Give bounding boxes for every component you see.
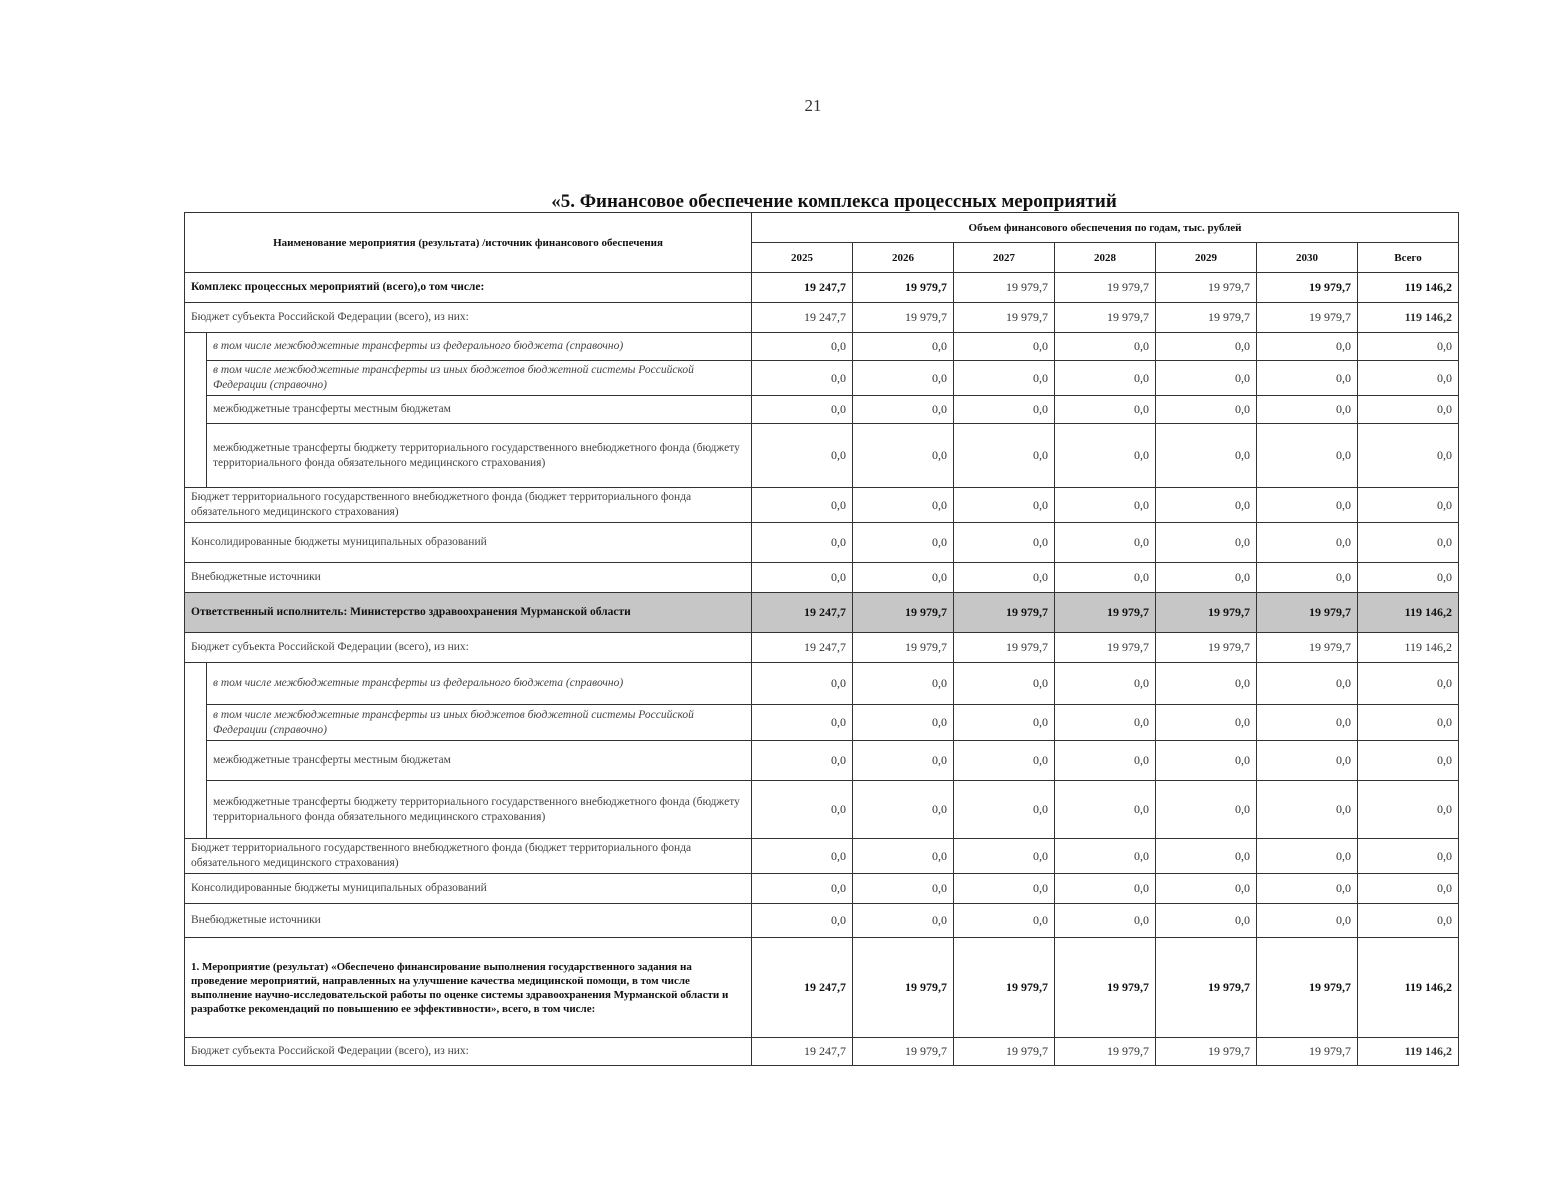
cell-2028: 0,0	[1055, 424, 1156, 488]
cell-total: 0,0	[1358, 741, 1459, 781]
cell-2029: 0,0	[1156, 663, 1257, 705]
row-label: Бюджет территориального государственного внебюджетного фонда (бюджет территориального фонда обязательного медицинского страхования)	[185, 839, 752, 874]
cell-2030: 0,0	[1257, 361, 1358, 396]
cell-2027: 0,0	[954, 781, 1055, 839]
cell-2026: 0,0	[853, 741, 954, 781]
cell-2028: 0,0	[1055, 705, 1156, 741]
table-row	[185, 938, 1459, 1038]
year-header: 2025	[752, 243, 853, 273]
cell-2026: 19 979,7	[853, 273, 954, 303]
row-label: в том числе межбюджетные трансферты из федерального бюджета (справочно)	[207, 663, 752, 705]
page-number: 21	[804, 96, 822, 115]
cell-2025: 0,0	[752, 741, 853, 781]
cell-2029: 0,0	[1156, 563, 1257, 593]
financing-table	[184, 212, 1459, 1066]
cell-2026: 0,0	[853, 705, 954, 741]
cell-2025: 0,0	[752, 563, 853, 593]
cell-2027: 19 979,7	[954, 593, 1055, 633]
total-header: Всего	[1358, 243, 1459, 273]
table-row	[185, 741, 1459, 781]
cell-2030: 0,0	[1257, 333, 1358, 361]
cell-2028: 19 979,7	[1055, 273, 1156, 303]
table-row	[185, 1038, 1459, 1066]
cell-total: 119 146,2	[1358, 1038, 1459, 1066]
cell-total: 119 146,2	[1358, 938, 1459, 1038]
cell-2026: 0,0	[853, 396, 954, 424]
cell-total: 119 146,2	[1358, 633, 1459, 663]
cell-2030: 19 979,7	[1257, 273, 1358, 303]
cell-2026: 19 979,7	[853, 303, 954, 333]
cell-2029: 0,0	[1156, 424, 1257, 488]
cell-2027: 0,0	[954, 663, 1055, 705]
row-label: Внебюджетные источники	[185, 563, 752, 593]
cell-2030: 19 979,7	[1257, 938, 1358, 1038]
cell-2029: 19 979,7	[1156, 1038, 1257, 1066]
table-row	[185, 424, 1459, 488]
year-header: 2027	[954, 243, 1055, 273]
cell-2029: 0,0	[1156, 488, 1257, 523]
cell-2026: 0,0	[853, 839, 954, 874]
row-label: Комплекс процессных мероприятий (всего),о том числе:	[185, 273, 752, 303]
cell-2027: 0,0	[954, 333, 1055, 361]
year-header: 2029	[1156, 243, 1257, 273]
cell-2029: 0,0	[1156, 874, 1257, 904]
cell-2029: 0,0	[1156, 839, 1257, 874]
cell-2029: 0,0	[1156, 904, 1257, 938]
cell-2027: 0,0	[954, 361, 1055, 396]
cell-total: 0,0	[1358, 874, 1459, 904]
cell-2029: 0,0	[1156, 781, 1257, 839]
row-label: межбюджетные трансферты бюджету территориального государственного внебюджетного фонда (бюджету территориального фонда обязательного медицинского страхования)	[207, 781, 752, 839]
cell-2027: 19 979,7	[954, 633, 1055, 663]
row-label: в том числе межбюджетные трансферты из федерального бюджета (справочно)	[207, 333, 752, 361]
cell-2028: 19 979,7	[1055, 633, 1156, 663]
cell-2026: 0,0	[853, 874, 954, 904]
table-row	[185, 563, 1459, 593]
table-row	[185, 874, 1459, 904]
cell-2025: 19 247,7	[752, 303, 853, 333]
cell-total: 0,0	[1358, 781, 1459, 839]
cell-2029: 0,0	[1156, 523, 1257, 563]
indent-spacer	[185, 333, 207, 488]
row-label: Бюджет субъекта Российской Федерации (всего), из них:	[185, 303, 752, 333]
cell-2025: 0,0	[752, 904, 853, 938]
row-label: в том числе межбюджетные трансферты из иных бюджетов бюджетной системы Российской Федерации (справочно)	[207, 361, 752, 396]
cell-2029: 0,0	[1156, 361, 1257, 396]
cell-2027: 0,0	[954, 741, 1055, 781]
cell-2026: 19 979,7	[853, 593, 954, 633]
row-label: Бюджет территориального государственного внебюджетного фонда (бюджет территориального фонда обязательного медицинского страхования)	[185, 488, 752, 523]
cell-2026: 0,0	[853, 361, 954, 396]
cell-2028: 0,0	[1055, 361, 1156, 396]
table-row	[185, 593, 1459, 633]
cell-2027: 0,0	[954, 904, 1055, 938]
volume-group-header: Объем финансового обеспечения по годам, тыс. рублей	[752, 213, 1459, 243]
cell-2028: 0,0	[1055, 741, 1156, 781]
table-row	[185, 633, 1459, 663]
row-label: Бюджет субъекта Российской Федерации (всего), из них:	[185, 1038, 752, 1066]
cell-2029: 19 979,7	[1156, 273, 1257, 303]
cell-2027: 0,0	[954, 705, 1055, 741]
cell-2029: 0,0	[1156, 741, 1257, 781]
table-row	[185, 705, 1459, 741]
cell-2027: 0,0	[954, 488, 1055, 523]
table-row	[185, 904, 1459, 938]
cell-2025: 19 247,7	[752, 1038, 853, 1066]
year-header: 2030	[1257, 243, 1358, 273]
cell-2025: 0,0	[752, 424, 853, 488]
cell-2029: 19 979,7	[1156, 633, 1257, 663]
cell-2025: 19 247,7	[752, 633, 853, 663]
cell-2025: 0,0	[752, 396, 853, 424]
table-row	[185, 333, 1459, 361]
cell-2026: 0,0	[853, 781, 954, 839]
cell-2025: 0,0	[752, 523, 853, 563]
cell-2027: 0,0	[954, 424, 1055, 488]
cell-2028: 0,0	[1055, 488, 1156, 523]
cell-2029: 0,0	[1156, 333, 1257, 361]
cell-total: 0,0	[1358, 361, 1459, 396]
cell-2028: 19 979,7	[1055, 303, 1156, 333]
row-label: Консолидированные бюджеты муниципальных образований	[185, 874, 752, 904]
cell-2029: 19 979,7	[1156, 303, 1257, 333]
cell-total: 119 146,2	[1358, 273, 1459, 303]
row-label: межбюджетные трансферты местным бюджетам	[207, 741, 752, 781]
cell-total: 119 146,2	[1358, 593, 1459, 633]
cell-2026: 0,0	[853, 333, 954, 361]
cell-2028: 19 979,7	[1055, 593, 1156, 633]
cell-2026: 0,0	[853, 563, 954, 593]
cell-2027: 19 979,7	[954, 938, 1055, 1038]
row-label: межбюджетные трансферты местным бюджетам	[207, 396, 752, 424]
cell-2030: 0,0	[1257, 904, 1358, 938]
cell-2029: 0,0	[1156, 705, 1257, 741]
cell-2027: 0,0	[954, 523, 1055, 563]
header-row-top	[185, 213, 1459, 243]
row-label: 1. Мероприятие (результат) «Обеспечено финансирование выполнения государственного задания на проведение мероприятий, направленных на улучшение качества медицинской помощи, в том числе выполнение научно-исследовательской работы по оценке системы здравоохранения Мурманской области и разработке рекомендаций по повышению ее эффективности», всего, в том числе:	[185, 938, 752, 1038]
cell-total: 0,0	[1358, 705, 1459, 741]
cell-2030: 0,0	[1257, 424, 1358, 488]
cell-2030: 0,0	[1257, 741, 1358, 781]
table-row	[185, 361, 1459, 396]
cell-2028: 0,0	[1055, 904, 1156, 938]
cell-total: 0,0	[1358, 663, 1459, 705]
cell-2030: 0,0	[1257, 663, 1358, 705]
name-column-header: Наименование мероприятия (результата) /источник финансового обеспечения	[185, 213, 752, 273]
table-row	[185, 523, 1459, 563]
cell-2027: 19 979,7	[954, 303, 1055, 333]
row-label: Ответственный исполнитель: Министерство здравоохранения Мурманской области	[185, 593, 752, 633]
cell-2030: 19 979,7	[1257, 633, 1358, 663]
cell-2030: 0,0	[1257, 705, 1358, 741]
cell-2025: 19 247,7	[752, 938, 853, 1038]
cell-2028: 19 979,7	[1055, 1038, 1156, 1066]
cell-2030: 19 979,7	[1257, 593, 1358, 633]
cell-2025: 0,0	[752, 333, 853, 361]
cell-total: 0,0	[1358, 424, 1459, 488]
cell-2026: 0,0	[853, 424, 954, 488]
cell-2030: 0,0	[1257, 563, 1358, 593]
cell-2029: 19 979,7	[1156, 938, 1257, 1038]
cell-2029: 19 979,7	[1156, 593, 1257, 633]
year-header: 2026	[853, 243, 954, 273]
cell-2028: 0,0	[1055, 563, 1156, 593]
row-label: Бюджет субъекта Российской Федерации (всего), из них:	[185, 633, 752, 663]
cell-2028: 0,0	[1055, 874, 1156, 904]
year-header: 2028	[1055, 243, 1156, 273]
cell-total: 119 146,2	[1358, 303, 1459, 333]
table-row	[185, 839, 1459, 874]
cell-2028: 0,0	[1055, 333, 1156, 361]
cell-2027: 19 979,7	[954, 273, 1055, 303]
cell-total: 0,0	[1358, 563, 1459, 593]
cell-2030: 0,0	[1257, 523, 1358, 563]
cell-2028: 0,0	[1055, 839, 1156, 874]
cell-2028: 0,0	[1055, 781, 1156, 839]
cell-2025: 0,0	[752, 781, 853, 839]
cell-2025: 0,0	[752, 361, 853, 396]
table-row	[185, 781, 1459, 839]
cell-2026: 0,0	[853, 904, 954, 938]
cell-2030: 19 979,7	[1257, 1038, 1358, 1066]
table-row	[185, 303, 1459, 333]
cell-2025: 0,0	[752, 839, 853, 874]
cell-2025: 0,0	[752, 874, 853, 904]
cell-2028: 19 979,7	[1055, 938, 1156, 1038]
indent-spacer	[185, 663, 207, 839]
cell-total: 0,0	[1358, 523, 1459, 563]
cell-2028: 0,0	[1055, 396, 1156, 424]
table-row	[185, 488, 1459, 523]
cell-2025: 19 247,7	[752, 273, 853, 303]
document-title: «5. Финансовое обеспечение комплекса процессных мероприятий	[551, 191, 1117, 212]
table-row	[185, 396, 1459, 424]
cell-2027: 0,0	[954, 563, 1055, 593]
cell-2030: 0,0	[1257, 396, 1358, 424]
row-label: Внебюджетные источники	[185, 904, 752, 938]
cell-2027: 0,0	[954, 839, 1055, 874]
cell-2027: 0,0	[954, 874, 1055, 904]
table-row	[185, 273, 1459, 303]
cell-2025: 19 247,7	[752, 593, 853, 633]
cell-total: 0,0	[1358, 488, 1459, 523]
cell-total: 0,0	[1358, 904, 1459, 938]
cell-total: 0,0	[1358, 396, 1459, 424]
cell-2026: 19 979,7	[853, 938, 954, 1038]
row-label: Консолидированные бюджеты муниципальных образований	[185, 523, 752, 563]
cell-2025: 0,0	[752, 488, 853, 523]
cell-2030: 0,0	[1257, 839, 1358, 874]
cell-2026: 0,0	[853, 523, 954, 563]
cell-2030: 19 979,7	[1257, 303, 1358, 333]
row-label: в том числе межбюджетные трансферты из иных бюджетов бюджетной системы Российской Федерации (справочно)	[207, 705, 752, 741]
cell-2026: 0,0	[853, 663, 954, 705]
cell-2027: 0,0	[954, 396, 1055, 424]
cell-2028: 0,0	[1055, 523, 1156, 563]
cell-total: 0,0	[1358, 839, 1459, 874]
cell-total: 0,0	[1358, 333, 1459, 361]
cell-2029: 0,0	[1156, 396, 1257, 424]
cell-2026: 19 979,7	[853, 633, 954, 663]
cell-2030: 0,0	[1257, 874, 1358, 904]
cell-2026: 19 979,7	[853, 1038, 954, 1066]
cell-2030: 0,0	[1257, 781, 1358, 839]
cell-2025: 0,0	[752, 705, 853, 741]
cell-2028: 0,0	[1055, 663, 1156, 705]
cell-2030: 0,0	[1257, 488, 1358, 523]
table-row	[185, 663, 1459, 705]
cell-2026: 0,0	[853, 488, 954, 523]
cell-2027: 19 979,7	[954, 1038, 1055, 1066]
row-label: межбюджетные трансферты бюджету территориального государственного внебюджетного фонда (бюджету территориального фонда обязательного медицинского страхования)	[207, 424, 752, 488]
cell-2025: 0,0	[752, 663, 853, 705]
